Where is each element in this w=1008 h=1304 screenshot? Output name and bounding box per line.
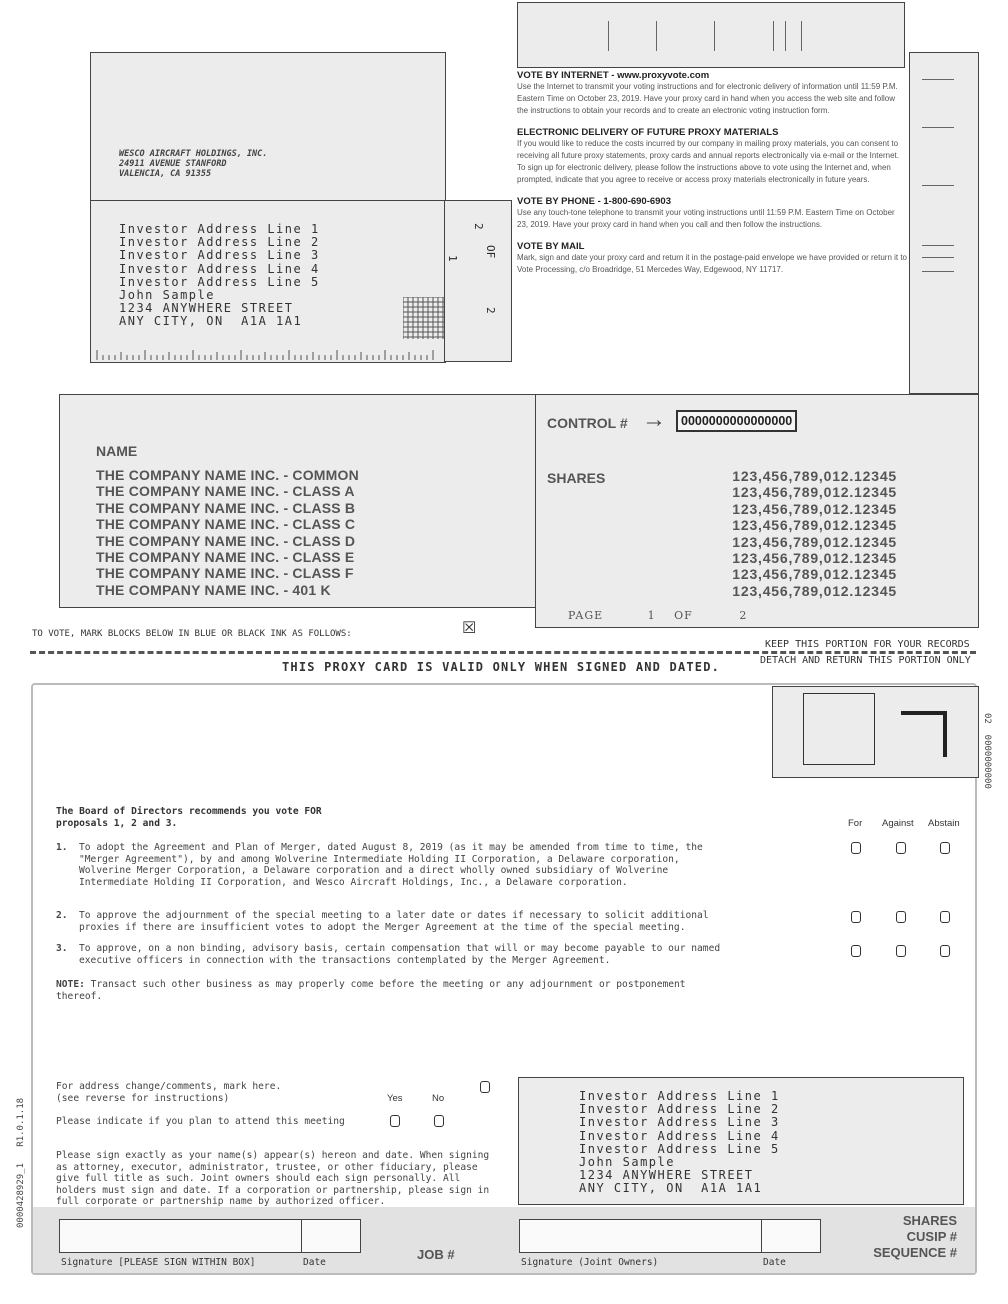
share-amount: 123,456,789,012.12345 — [732, 582, 897, 599]
company-list — [96, 467, 359, 598]
electronic-text: If you would like to reduce the costs incurred by our company in mailing proxy materials, you can consent to receiving all future proxy statements, proxy cards and annual reports electronically via e-mail or the Internet. To sign up for electronic delivery, please follow the instructions above to vote using the Internet and, when prompted, indicate that you agree to receive or access proxy materials electronically in future years. — [517, 139, 899, 184]
address-line: ANY CITY, ON A1A 1A1 — [119, 314, 303, 329]
company-name: THE COMPANY NAME INC. - COMMON — [96, 467, 359, 483]
phone-text: Use any touch-tone telephone to transmit your voting instructions until 11:59 P.M. Eastern Time on October 23, 2019. Have your proxy card in hand when you call and then follow the instructions. — [517, 208, 895, 229]
company-name: THE COMPANY NAME INC. - CLASS C — [96, 516, 356, 533]
address-line: John Sample — [119, 288, 215, 303]
attend-meeting-label: Please indicate if you plan to attend this meeting — [56, 1116, 345, 1127]
signature-strip — [33, 1207, 975, 1273]
proposal-2-against-checkbox[interactable] — [896, 911, 906, 923]
vote-instruction: TO VOTE, MARK BLOCKS BELOW IN BLUE OR BLACK INK AS FOLLOWS: — [32, 629, 352, 639]
address-line: Investor Address Line 3 — [119, 248, 320, 263]
address-line: Investor Address Line 4 — [119, 261, 320, 276]
proposal-text: To approve, on a non binding, advisory basis, certain compensation that will or may become payable to our named executive officers in connection with the transactions contemplated by the Merger Agreement. — [79, 943, 721, 966]
share-amount: 123,456,789,012.12345 — [732, 550, 897, 567]
company-name: THE COMPANY NAME INC. - CLASS B — [96, 499, 356, 516]
keep-portion-label: KEEP THIS PORTION FOR YOUR RECORDS — [765, 639, 970, 650]
phone-heading: VOTE BY PHONE - 1-800-690-6903 — [517, 196, 672, 207]
column-against: Against — [882, 818, 914, 829]
page-counter — [568, 609, 747, 622]
note-text: Transact such other business as may properly come before the meeting or any adjournment or postponement thereof. — [56, 979, 686, 1002]
column-abstain: Abstain — [928, 818, 960, 829]
barcode-bar — [801, 21, 802, 51]
address-line: Investor Address Line 5 — [579, 1141, 780, 1156]
address-change-checkbox[interactable] — [480, 1081, 490, 1093]
page-marker-total: 2 — [484, 307, 497, 314]
page-of: OF — [674, 609, 693, 622]
electronic-heading: ELECTRONIC DELIVERY OF FUTURE PROXY MATERIALS — [517, 127, 779, 138]
signature-date-box[interactable] — [301, 1219, 361, 1253]
sender-address — [119, 149, 267, 179]
address-line: Investor Address Line 4 — [579, 1128, 780, 1143]
address-line: John Sample — [579, 1155, 675, 1170]
job-label: JOB # — [417, 1247, 455, 1262]
address-line: Investor Address Line 2 — [119, 235, 320, 250]
barcode-bar — [608, 21, 609, 51]
grid-mark-icon — [403, 297, 445, 339]
corner-mark-icon — [901, 711, 947, 757]
control-number: 0000000000000000 — [676, 410, 797, 432]
holdings-name-box — [59, 394, 537, 608]
detach-portion-label: DETACH AND RETURN THIS PORTION ONLY — [760, 655, 971, 666]
proposal-2-abstain-checkbox[interactable] — [940, 911, 950, 923]
proposal-1-for-checkbox[interactable] — [851, 842, 861, 854]
vote-sample-mark-icon: ☒ — [462, 620, 477, 637]
share-amount: 123,456,789,012.12345 — [732, 500, 897, 517]
proposal-text: To approve the adjournment of the special meeting to a later date or dates if necessary to solicit additional proxies if there are insufficient votes to adopt the Merger Agreement at the time of the special meeting. — [79, 910, 709, 933]
name-label: NAME — [96, 443, 138, 459]
registration-square — [803, 693, 875, 765]
note-label: NOTE: — [56, 979, 85, 990]
address-line: Investor Address Line 3 — [579, 1115, 780, 1130]
note — [56, 979, 716, 1002]
proposal-number: 1. — [56, 842, 68, 853]
voting-instructions — [517, 70, 907, 276]
company-name: THE COMPANY NAME INC. - CLASS D — [96, 532, 356, 549]
holdings-control-box — [535, 394, 979, 628]
proposal-2-for-checkbox[interactable] — [851, 911, 861, 923]
ruler-ticks — [93, 346, 443, 360]
company-name: THE COMPANY NAME INC. - CLASS E — [96, 549, 355, 566]
sender-line: 24911 AVENUE STANFORD — [119, 159, 227, 169]
envelope-window — [90, 52, 446, 363]
mail-heading: VOTE BY MAIL — [517, 241, 585, 252]
proxy-card — [31, 683, 977, 1275]
address-change-label: For address change/comments, mark here. (see reverse for instructions) — [56, 1081, 282, 1104]
attend-no-checkbox[interactable] — [434, 1115, 444, 1127]
sequence-label: SEQUENCE # — [873, 1245, 957, 1260]
control-arrow-icon: → — [642, 406, 666, 433]
page-marker-box — [444, 200, 512, 362]
barcode-bar — [785, 21, 786, 51]
page-marker-number: 2 — [472, 223, 485, 230]
joint-signature-label: Signature (Joint Owners) — [521, 1257, 659, 1268]
yes-label: Yes — [387, 1093, 403, 1104]
proposal-3-for-checkbox[interactable] — [851, 945, 861, 957]
control-label: CONTROL # — [547, 415, 628, 431]
address-line: ANY CITY, ON A1A 1A1 — [579, 1181, 763, 1196]
signature-date-label: Date — [303, 1257, 326, 1268]
proposal-number: 3. — [56, 943, 68, 954]
joint-date-label: Date — [763, 1257, 786, 1268]
side-code-right: 02 0000000000 — [982, 713, 992, 789]
share-amount: 123,456,789,012.12345 — [732, 484, 897, 501]
signature-box[interactable] — [59, 1219, 303, 1253]
page-label: PAGE — [568, 609, 604, 622]
detach-line — [30, 651, 976, 654]
sender-line: WESCO AIRCRAFT HOLDINGS, INC. — [119, 149, 268, 159]
page-marker-page: 1 — [446, 255, 459, 262]
address-line: Investor Address Line 1 — [579, 1089, 780, 1103]
cusip-label: CUSIP # — [906, 1229, 957, 1244]
proposal-number: 2. — [56, 910, 68, 921]
page-total: 2 — [739, 609, 748, 622]
internet-text: Use the Internet to transmit your voting instructions and for electronic delivery of information until 11:59 P.M. Eastern Time on October 23, 2019. Have your proxy card in hand when you access the web site and follow the instructions to obtain your records and to create an electronic voting instruction form. — [517, 82, 898, 115]
signature-label: Signature [PLEASE SIGN WITHIN BOX] — [61, 1257, 256, 1268]
attend-yes-checkbox[interactable] — [390, 1115, 400, 1127]
proposal-1-abstain-checkbox[interactable] — [940, 842, 950, 854]
joint-date-box[interactable] — [761, 1219, 821, 1253]
company-name: THE COMPANY NAME INC. - 401 K — [96, 581, 331, 598]
barcode-bar — [656, 21, 657, 51]
sender-line: VALENCIA, CA 91355 — [119, 169, 212, 179]
proposal-3-against-checkbox[interactable] — [896, 945, 906, 957]
side-code-left: 0000428929_1 R1.0.1.18 — [16, 1097, 26, 1228]
share-amount: 123,456,789,012.12345 — [732, 533, 897, 550]
address-line: 1234 ANYWHERE STREET — [579, 1168, 754, 1183]
no-label: No — [432, 1093, 445, 1104]
mail-text: Mark, sign and date your proxy card and return it in the postage-paid envelope we have provided or return it to Vote Processing, c/o Broadridge, 51 Mercedes Way, Edgewood, NY 11717. — [517, 253, 908, 274]
company-name: THE COMPANY NAME INC. - CLASS F — [96, 565, 354, 582]
return-address — [579, 1090, 780, 1196]
address-line: Investor Address Line 2 — [579, 1102, 780, 1117]
proposal-3-abstain-checkbox[interactable] — [940, 945, 950, 957]
shares-id-label: SHARES — [902, 1213, 957, 1228]
right-margin-strip — [909, 52, 979, 394]
page-marker-of: OF — [484, 245, 497, 259]
share-amount: 123,456,789,012.12345 — [732, 468, 897, 484]
return-address-box — [518, 1077, 964, 1205]
column-for: For — [848, 818, 863, 829]
company-name: THE COMPANY NAME INC. - CLASS A — [96, 483, 355, 500]
address-line: Investor Address Line 1 — [119, 222, 320, 236]
proposal-1-against-checkbox[interactable] — [896, 842, 906, 854]
registration-box — [772, 686, 979, 778]
barcode-bar — [773, 21, 774, 51]
address-line: 1234 ANYWHERE STREET — [119, 301, 294, 316]
joint-signature-box[interactable] — [519, 1219, 763, 1253]
address-line: Investor Address Line 5 — [119, 274, 320, 289]
postal-barcode-box — [517, 2, 905, 68]
barcode-bar — [714, 21, 715, 51]
sign-instructions: Please sign exactly as your name(s) appear(s) hereon and date. When signing as attorney, executor, administrator, trustee, or other fiduciary, please give full title as such. Joint owners should each sign personally. All holders must sign and date. If a corporation or partnership, please sign in full corporate or partnership name by authorized officer. — [56, 1150, 490, 1208]
page-num: 1 — [647, 609, 656, 622]
share-amount: 123,456,789,012.12345 — [732, 566, 897, 583]
proposal-text: To adopt the Agreement and Plan of Merger, dated August 8, 2019 (as it may be amended from time to time, the "Merger Agreement"), by and among Wolverine Intermediate Holding II Corporation, a Delaware corporation, Wolverine Merger Corporation, a Delaware corporation and a direct wholly owned subsidiary of Wolverine Intermediate Holding II Corporation, and Wesco Aircraft Holdings, Inc., a Delaware corporation. — [79, 842, 703, 888]
shares-label: SHARES — [547, 470, 606, 486]
mailing-address — [119, 223, 320, 329]
internet-heading: VOTE BY INTERNET - www.proxyvote.com — [517, 70, 710, 81]
board-recommendation: The Board of Directors recommends you vote FOR proposals 1, 2 and 3. — [56, 806, 322, 829]
share-amount: 123,456,789,012.12345 — [732, 517, 897, 534]
shares-list — [716, 468, 897, 599]
valid-notice: THIS PROXY CARD IS VALID ONLY WHEN SIGNED AND DATED. — [282, 660, 721, 674]
